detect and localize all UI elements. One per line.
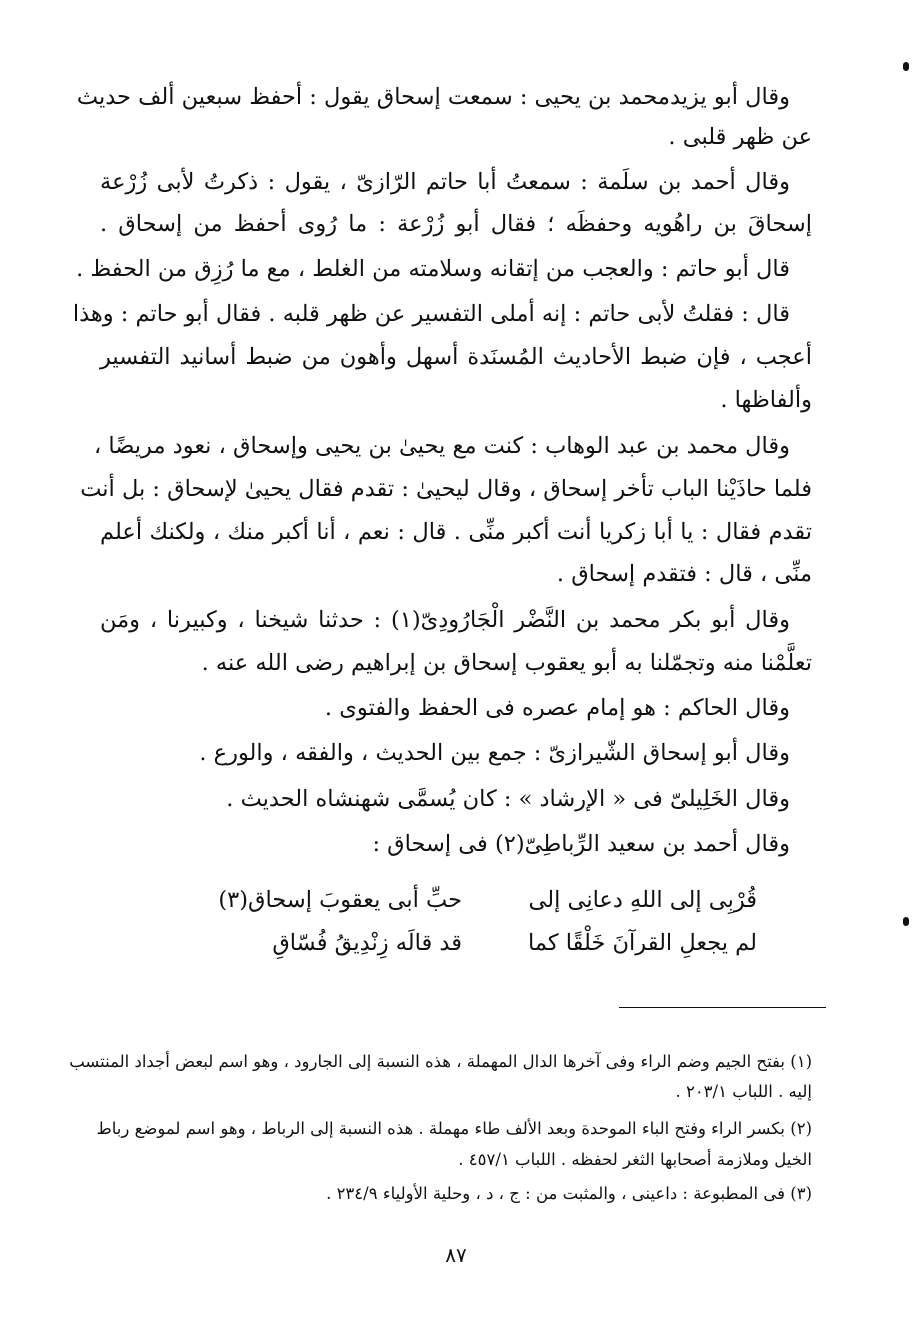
footnote-line: (٣) فى المطبوعة : داعينى ، والمثبت من : ج ، د ، وحلية الأولياء ٢٣٤/٩ . [326, 1184, 812, 1203]
body-line: عن ظهر قلبى . [668, 124, 812, 150]
body-line: إسحاقَ بن راهُويه وحفظَه ؛ فقال أبو زُرْعة : ما رُوى أحفظ من إسحاق . [100, 211, 812, 237]
body-line: وقال الحاكم : هو إمام عصره فى الحفظ والفتوى . [324, 695, 790, 721]
body-line: تقدم فقال : يا أبا زكريا أنت أكبر منِّى . قال : نعم ، أنا أكبر منك ، ولكنك أعلم [100, 519, 812, 545]
footnote-separator [619, 1007, 826, 1008]
body-line: وقال أبو إسحاق الشّيرازىّ : جمع بين الحديث ، والفقه ، والورع . [199, 740, 790, 766]
body-line: قال أبو حاتم : والعجب من إتقانه وسلامته من الغلط ، مع ما رُزِق من الحفظ . [76, 256, 790, 282]
footnote-line: (٢) بكسر الراء وفتح الباء الموحدة وبعد الألف طاء مهملة . هذه النسبة إلى الرباط ، وهو اسم لموضع رباط [96, 1119, 812, 1138]
footnote-line: الخيل وملازمة أصحابها الثغر لحفظه . اللباب ٤٥٧/١ . [458, 1150, 812, 1169]
footnote-line: (١) بفتح الجيم وضم الراء وفى آخرها الدال المهملة ، هذه النسبة إلى الجارود ، وهو اسم لبعض أجداد المنتسب [69, 1052, 812, 1071]
body-line: وقال أبو بكر محمد بن النَّضْر الْجَارُودِىّ(١) : حدثنا شيخنا ، وكبيرنا ، ومَن [100, 607, 790, 633]
verse-hemistich-first: لم يجعلِ القرآنَ خَلْقًا كما [528, 930, 757, 956]
body-line: وقال الخَلِيلىّ فى « الإرشاد » : كان يُسمَّى شهنشاه الحديث . [226, 786, 790, 812]
margin-mark [903, 917, 909, 926]
body-line: وقال أبو يزيدمحمد بن يحيى : سمعت إسحاق يقول : أحفظ سبعين ألف حديث [76, 84, 790, 110]
body-line: منِّى ، قال : فتقدم إسحاق . [556, 561, 812, 587]
verse-hemistich-second: حبِّ أبى يعقوبَ إسحاق(٣) [218, 887, 462, 913]
body-line: فلما حاذَيْنا الباب تأخر إسحاق ، وقال ليحيىٰ : تقدم فقال يحيىٰ لإسحاق : بل أنت [80, 476, 812, 502]
verse-hemistich-second: قد قالَه زِنْدِيقُ فُسّاقِ [272, 930, 462, 956]
body-line: وألفاظها . [720, 387, 812, 413]
body-line: وقال أحمد بن سلَمة : سمعتُ أبا حاتم الرّازىّ ، يقول : ذكرتُ لأبى زُرْعة [100, 169, 790, 195]
verse-hemistich-first: قُرْبِى إلى اللهِ دعانِى إلى [528, 887, 757, 913]
body-line: وقال محمد بن عبد الوهاب : كنت مع يحيىٰ بن يحيى وإسحاق ، نعود مريضًا ، [94, 433, 790, 459]
margin-mark [903, 62, 909, 71]
footnote-line: إليه . اللباب ٢٠٣/١ . [675, 1082, 812, 1101]
body-line: أعجب ، فإن ضبط الأحاديث المُسنَدة أسهل وأهون من ضبط أسانيد التفسير [100, 344, 812, 370]
body-line: وقال أحمد بن سعيد الرِّباطِىّ(٢) فى إسحاق : [372, 831, 790, 857]
page-number: ٨٧ [445, 1243, 467, 1267]
body-line: تعلَّمْنا منه وتجمّلنا به أبو يعقوب إسحاق بن إبراهيم رضى الله عنه . [201, 650, 812, 676]
body-line: قال : فقلتُ لأبى حاتم : إنه أملى التفسير عن ظهر قلبه . فقال أبو حاتم : وهذا [72, 301, 790, 327]
